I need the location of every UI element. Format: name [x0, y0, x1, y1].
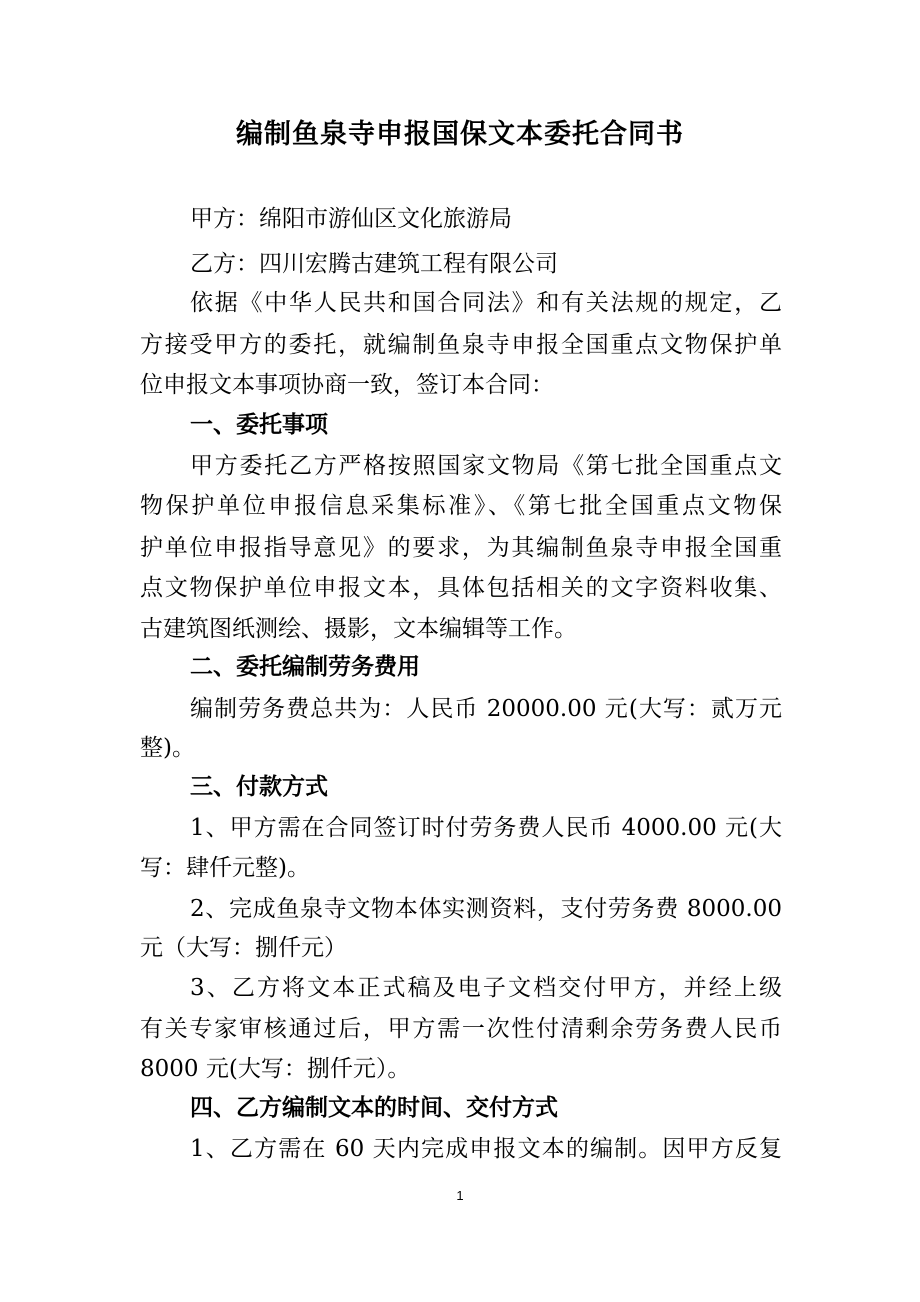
payment-item-2-line: 元（大写：捌仟元）: [140, 935, 347, 961]
section-heading-1: 一、委托事项: [190, 412, 328, 438]
party-b: 乙方：四川宏腾古建筑工程有限公司: [190, 251, 558, 277]
payment-item-1-line: 写：肆仟元整)。: [140, 855, 310, 881]
payment-item-2-line: 2、完成鱼泉寺文物本体实测资料，支付劳务费 8000.00: [190, 896, 782, 922]
section1-line: 点文物保护单位申报文本，具体包括相关的文字资料收集、: [140, 575, 782, 601]
preamble-line: 方接受甲方的委托，就编制鱼泉寺申报全国重点文物保护单: [140, 332, 782, 358]
section1-line: 甲方委托乙方严格按照国家文物局《第七批全国重点文: [190, 453, 782, 479]
section2-line: 编制劳务费总共为：人民币 20000.00 元(大写：贰万元: [190, 696, 782, 722]
document-title: 编制鱼泉寺申报国保文本委托合同书: [236, 119, 684, 150]
section1-line: 物保护单位申报信息采集标准》、《第七批全国重点文物保: [140, 493, 782, 519]
payment-item-3-line: 8000 元(大写：捌仟元）。: [140, 1056, 411, 1082]
preamble-line: 位申报文本事项协商一致，签订本合同：: [140, 372, 554, 398]
section2-line: 整)。: [140, 735, 195, 761]
section4-line: 1、乙方需在 60 天内完成申报文本的编制。因甲方反复: [190, 1136, 782, 1162]
preamble-line: 依据《中华人民共和国合同法》和有关法规的规定，乙: [190, 290, 782, 316]
payment-item-1-line: 1、甲方需在合同签订时付劳务费人民币 4000.00 元(大: [190, 815, 782, 841]
payment-item-3-line: 有关专家审核通过后，甲方需一次性付清剩余劳务费人民币: [140, 1016, 782, 1042]
section-heading-4: 四、乙方编制文本的时间、交付方式: [190, 1095, 558, 1121]
page-number: 1: [456, 1188, 464, 1203]
party-a: 甲方：绵阳市游仙区文化旅游局: [190, 206, 512, 232]
section-heading-2: 二、委托编制劳务费用: [190, 654, 420, 680]
section1-line: 护单位申报指导意见》的要求，为其编制鱼泉寺申报全国重: [140, 535, 782, 561]
section1-line: 古建筑图纸测绘、摄影，文本编辑等工作。: [140, 616, 577, 642]
payment-item-3-line: 3、乙方将文本正式稿及电子文档交付甲方，并经上级: [190, 975, 782, 1001]
section-heading-3: 三、付款方式: [190, 774, 328, 800]
